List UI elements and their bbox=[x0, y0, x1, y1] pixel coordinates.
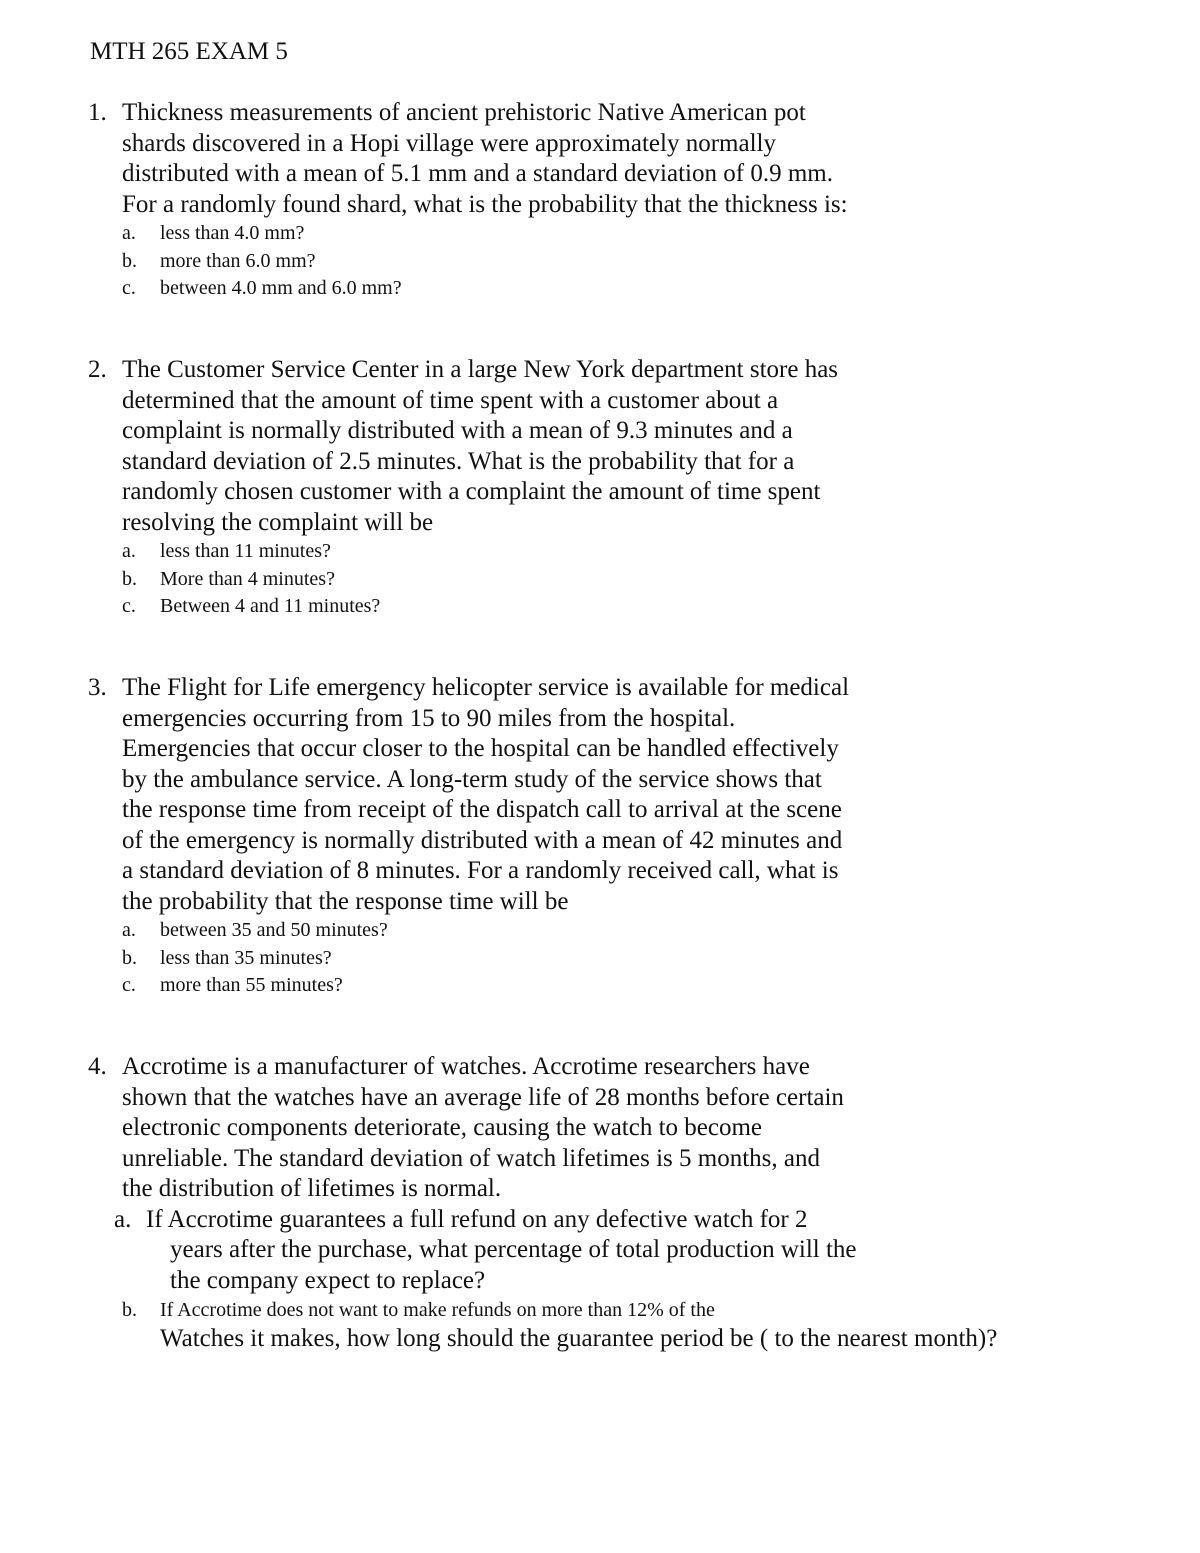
part-letter: a. bbox=[114, 1205, 132, 1233]
question-stem-line: resolving the complaint will be bbox=[122, 508, 434, 536]
question-stem-line: standard deviation of 2.5 minutes. What is the probability that for a bbox=[122, 447, 795, 475]
question-part bbox=[122, 1296, 1082, 1324]
question-number: 1. bbox=[88, 99, 107, 126]
part-letter: b. bbox=[122, 249, 137, 272]
question-part bbox=[122, 972, 922, 1000]
part-text: between 4.0 mm and 6.0 mm? bbox=[160, 277, 402, 299]
question-part bbox=[122, 275, 922, 303]
part-text: more than 6.0 mm? bbox=[160, 249, 316, 272]
part-text: less than 35 minutes? bbox=[160, 946, 332, 969]
question-stem-line: determined that the amount of time spent with a customer about a bbox=[122, 386, 779, 414]
part-letter: c. bbox=[122, 974, 136, 996]
question-part bbox=[122, 248, 922, 276]
question-stem-line: shown that the watches have an average life of 28 months before certain bbox=[122, 1083, 844, 1111]
part-letter: b. bbox=[122, 567, 137, 590]
question-stem-line: For a randomly found shard, what is the probability that the thickness is: bbox=[122, 190, 848, 218]
question-stem-line: The Flight for Life emergency helicopter service is available for medical bbox=[122, 674, 850, 701]
question-number: 2. bbox=[88, 356, 107, 383]
question-stem-line: the distribution of lifetimes is normal. bbox=[122, 1175, 502, 1202]
part-letter: c. bbox=[122, 277, 136, 299]
question-body bbox=[114, 1052, 1082, 1355]
question-stem-line: electronic components deteriorate, causing the watch to become bbox=[122, 1114, 763, 1141]
question-part bbox=[122, 538, 922, 566]
question-stem-line: Emergencies that occur closer to the hospital can be handled effectively bbox=[122, 735, 839, 762]
question-stem-line: Thickness measurements of ancient prehistoric Native American pot bbox=[122, 99, 806, 126]
part-letter: c. bbox=[122, 595, 136, 617]
question-part bbox=[122, 945, 922, 973]
part-text: between 35 and 50 minutes? bbox=[160, 919, 388, 941]
question-number: 3. bbox=[88, 674, 107, 701]
part-letter: a. bbox=[122, 222, 136, 244]
part-text: More than 4 minutes? bbox=[160, 567, 335, 590]
question-part bbox=[122, 566, 922, 594]
question-stem-line: Accrotime is a manufacturer of watches. Accrotime researchers have bbox=[122, 1053, 810, 1080]
part-text-continuation: the company expect to replace? bbox=[170, 1266, 486, 1294]
question-number: 4. bbox=[88, 1053, 107, 1080]
question-stem-line: shards discovered in a Hopi village were approximately normally bbox=[122, 129, 776, 157]
question-stem-line: a standard deviation of 8 minutes. For a randomly received call, what is bbox=[122, 857, 839, 884]
question-stem-line: of the emergency is normally distributed with a mean of 42 minutes and bbox=[122, 826, 843, 854]
question-stem-line: randomly chosen customer with a complaint the amount of time spent bbox=[122, 478, 821, 505]
question-stem-line: unreliable. The standard deviation of watch lifetimes is 5 months, and bbox=[122, 1144, 820, 1172]
question-body bbox=[122, 98, 922, 303]
question-stem-line: emergencies occurring from 15 to 90 miles from the hospital. bbox=[122, 704, 736, 732]
question-stem-line: by the ambulance service. A long-term study of the service shows that bbox=[122, 765, 822, 793]
part-text: less than 4.0 mm? bbox=[160, 222, 305, 244]
part-letter: a. bbox=[122, 919, 136, 941]
question-part bbox=[122, 917, 922, 945]
part-letter: b. bbox=[122, 946, 137, 969]
part-letter: a. bbox=[122, 540, 136, 562]
question-part bbox=[122, 593, 922, 621]
part-text: If Accrotime guarantees a full refund on any defective watch for 2 bbox=[146, 1205, 808, 1233]
part-letter: b. bbox=[122, 1299, 137, 1321]
page-title: MTH 265 EXAM 5 bbox=[90, 38, 288, 65]
question-part bbox=[122, 220, 922, 248]
part-text: more than 55 minutes? bbox=[160, 974, 343, 996]
question-body bbox=[122, 355, 922, 621]
question-stem-line: the response time from receipt of the dispatch call to arrival at the scene bbox=[122, 796, 842, 823]
question-part bbox=[114, 1205, 1082, 1297]
part-text: If Accrotime does not want to make refunds on more than 12% of the bbox=[160, 1299, 715, 1321]
part-text: less than 11 minutes? bbox=[160, 540, 331, 562]
question-stem-line: the probability that the response time will be bbox=[122, 887, 569, 915]
question-stem-line: complaint is normally distributed with a mean of 9.3 minutes and a bbox=[122, 417, 793, 444]
part-text-continuation: Watches it makes, how long should the guarantee period be ( to the nearest month)? bbox=[160, 1325, 998, 1352]
part-text-continuation: years after the purchase, what percentage of total production will the bbox=[170, 1236, 857, 1263]
part-text: Between 4 and 11 minutes? bbox=[160, 595, 381, 617]
question-stem-line: distributed with a mean of 5.1 mm and a standard deviation of 0.9 mm. bbox=[122, 160, 833, 187]
question-stem-line: The Customer Service Center in a large New York department store has bbox=[122, 356, 839, 383]
question-body bbox=[122, 673, 922, 1000]
